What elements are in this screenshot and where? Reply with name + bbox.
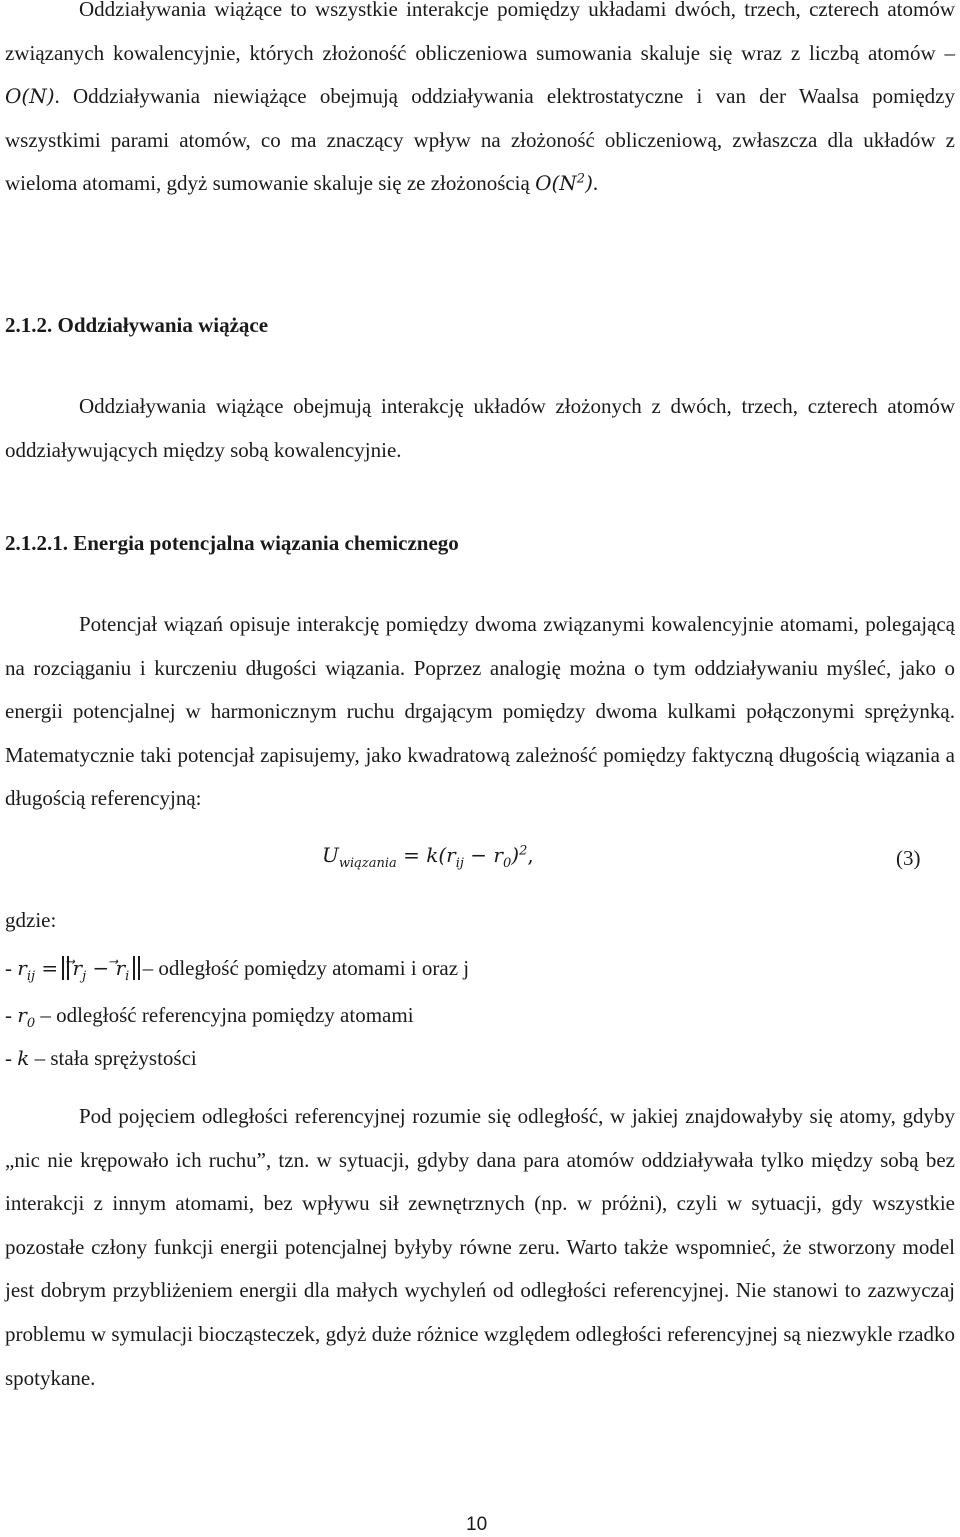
definition-bullet: -	[5, 956, 18, 980]
equation-lhs: U	[322, 843, 339, 867]
vector-r-i	[115, 956, 130, 984]
equation-rhs-c: )	[511, 843, 520, 867]
math-big-o-n-squared	[535, 171, 593, 195]
symbol-k: k	[17, 1046, 30, 1070]
norm-equals: =	[35, 956, 65, 980]
definition-text-k: – stała sprężystości	[29, 1046, 197, 1070]
math-big-o-n-squared-exp: 2	[576, 171, 586, 187]
reference-distance-paragraph	[5, 1095, 955, 1400]
definition-bullet: -	[5, 1046, 18, 1070]
equation-sub-0: 0	[503, 856, 512, 871]
equation-comma: ,	[527, 843, 534, 867]
section-heading-2-1-2: 2.1.2. Oddziaływania wiążące	[5, 313, 269, 337]
intro-text-c: .	[592, 171, 599, 196]
symbol-r-ij-subscript: ij	[26, 969, 36, 984]
definition-r-ij	[5, 956, 470, 984]
equation-lhs-subscript: wiązania	[338, 856, 397, 871]
math-big-o-n-squared-close: )	[585, 171, 593, 196]
vector-r-j-subscript: j	[82, 969, 87, 984]
definition-dash: –	[137, 956, 159, 980]
bonded-interactions-paragraph	[5, 385, 955, 472]
vector-r-j	[72, 956, 87, 984]
symbol-r-0	[17, 1003, 36, 1031]
bond-potential-text: Potencjał wiązań opisuje interakcję pomiędzy dwoma związanymi kowalencyjnie atomami, polegającą na rozciąganiu i kurczeniu długości wiązania. Poprzez analogię można o tym oddziaływaniu myśleć, jako o energii potencjalnej w harmonicznym ruchu drgającym pomiędzy dwoma kulkami połączonymi sprężynką. Matematycznie taki potencjał zapisujemy, jako kwadratową zależność pomiędzy faktyczną długością wiązania a długością referencyjną:	[5, 612, 955, 811]
symbol-r-0-subscript: 0	[26, 1016, 36, 1031]
intro-text-a: Oddziaływania wiążące to wszystkie interakcje pomiędzy układami dwóch, trzech, czterech atomów związanych kowalencyjnie, których złożoność obliczeniowa sumowania skaluje się wraz z liczbą atomów –	[5, 0, 955, 65]
bond-potential-paragraph	[5, 603, 955, 821]
intro-text-b: . Oddziaływania niewiążące obejmują oddziaływania elektrostatyczne i van der Waalsa pomiędzy wszystkimi parami atomów, co ma znaczący wpływ na złożoność obliczeniową, zwłaszcza dla układów z wieloma atomami, gdyż sumowanie skaluje się ze złożonością	[5, 84, 955, 196]
equation-rhs-a: = k(r	[396, 843, 456, 867]
equation-number: (3)	[896, 846, 921, 870]
symbol-r-ij-base: r	[17, 956, 27, 980]
section-heading-2-1-2-1: 2.1.2.1. Energia potencjalna wiązania chemicznego	[5, 531, 459, 555]
vector-r-i-base: r	[115, 956, 126, 980]
definition-text-r-ij: odległość pomiędzy atomami i oraz j	[158, 956, 470, 980]
equation-exponent: 2	[519, 843, 528, 859]
symbol-r-0-base: r	[17, 1003, 27, 1027]
math-big-o-n-squared-base: O(N	[535, 171, 577, 196]
vector-r-j-base: r	[72, 956, 83, 980]
bonded-interactions-text: Oddziaływania wiążące obejmują interakcję układów złożonych z dwóch, trzech, czterech atomów oddziaływujących między sobą kowalencyjnie.	[5, 394, 955, 462]
symbol-r-ij	[17, 956, 137, 984]
equation-sub-ij: ij	[455, 856, 464, 871]
vector-r-i-subscript: i	[125, 969, 130, 984]
norm-brackets	[67, 956, 136, 984]
norm-minus: −	[86, 956, 116, 980]
bond-energy-equation	[322, 843, 534, 871]
page-number: 10	[466, 1514, 488, 1535]
where-label: gdzie:	[5, 908, 57, 932]
definition-bullet: -	[5, 1003, 18, 1027]
definition-k	[5, 1046, 197, 1071]
math-big-o-n: O(N)	[5, 84, 55, 109]
reference-distance-text: Pod pojęciem odległości referencyjnej rozumie się odległość, w jakiej znajdowałyby się atomy, gdyby „nic nie krępowało ich ruchu”, tzn. w sytuacji, gdyby dana para atomów oddziaływała tylko między sobą bez interakcji z innym atomami, bez wpływu sił zewnętrznych (np. w próżni), czyli w sytuacji, gdy wszystkie pozostałe człony funkcji energii potencjalnej byłyby równe zeru. Warto także wspomnieć, że stworzony model jest dobrym przybliżeniem energii dla małych wychyleń od odległości referencyjnej. Nie stanowi to zazwyczaj problemu w symulacji biocząsteczek, gdyż duże różnice względem odległości referencyjnej są niezwykle rzadko spotykane.	[5, 1104, 955, 1390]
definition-text-r-0: – odległość referencyjna pomiędzy atomami	[35, 1003, 414, 1027]
equation-rhs-b: − r	[463, 843, 503, 867]
definition-r-0	[5, 1003, 414, 1031]
intro-paragraph	[5, 0, 955, 206]
